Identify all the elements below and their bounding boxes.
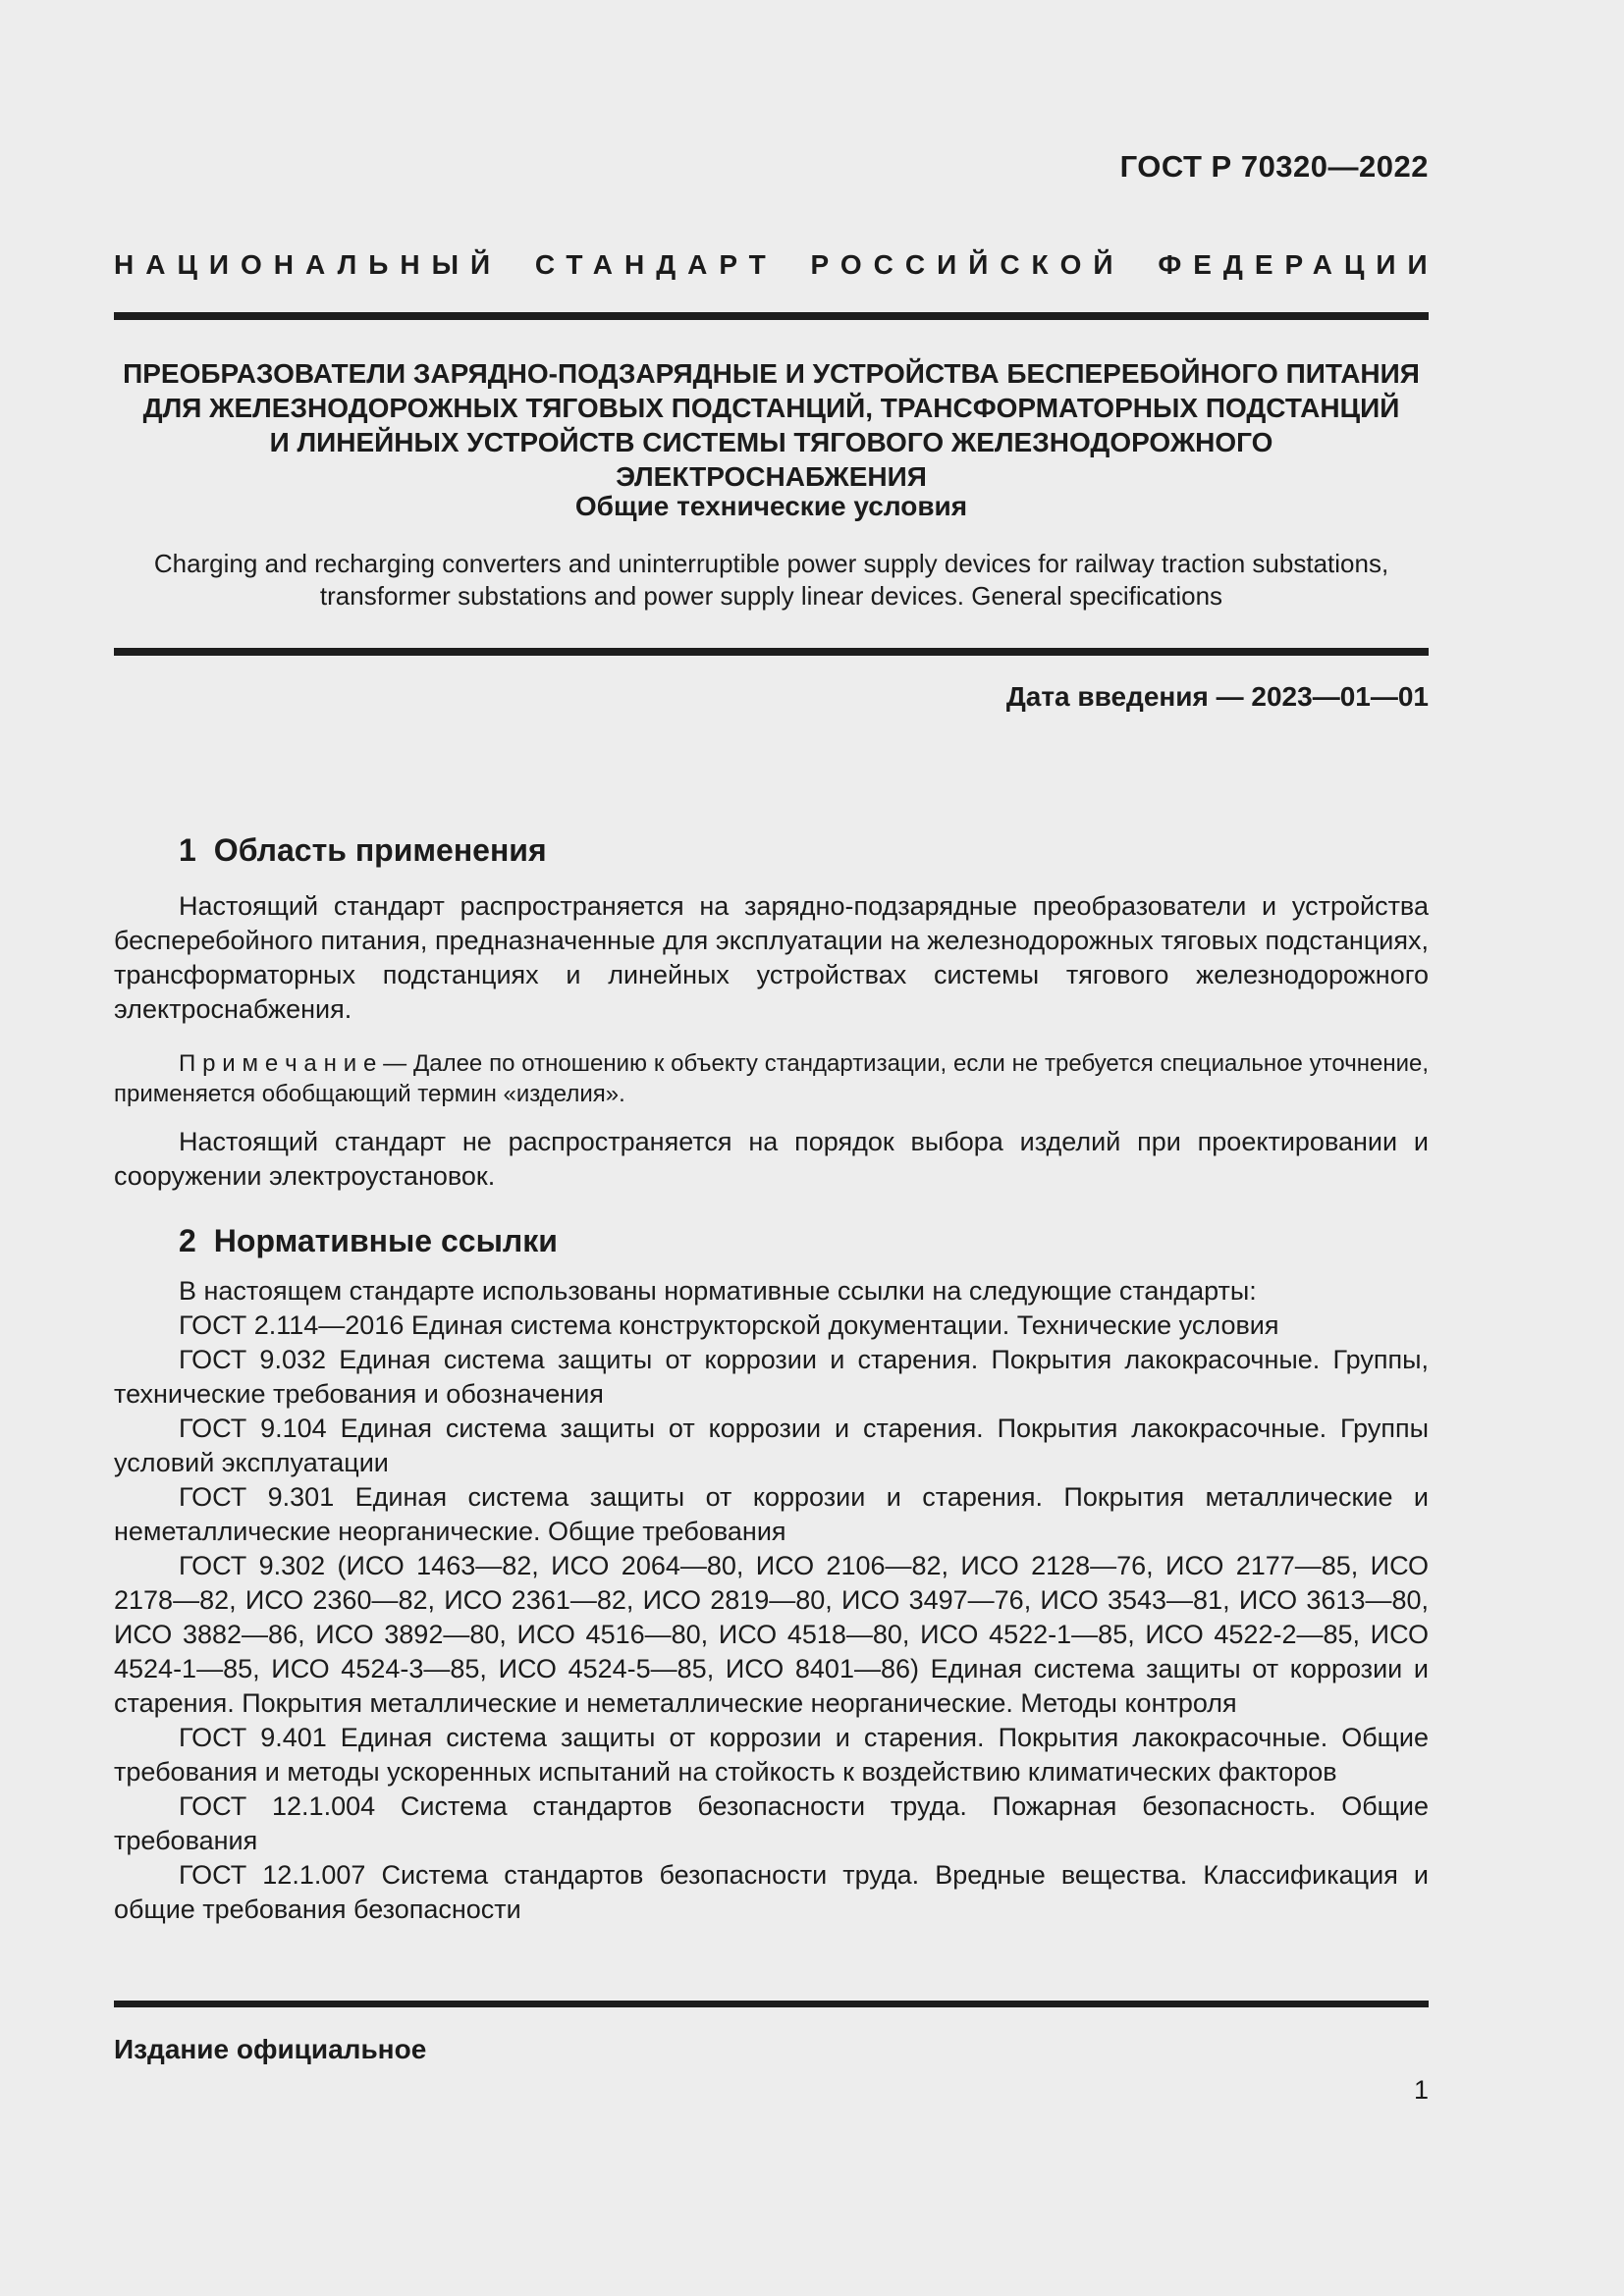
reference-item: ГОСТ 2.114—2016 Единая система конструкторской документации. Технические условия [179,1310,1279,1340]
section-2-heading [114,1223,1493,1259]
section-1-title: Область применения [213,832,547,868]
section-2-body [114,1274,1429,1927]
document-title-english [114,548,1429,613]
references-intro: В настоящем стандарте использованы нормативные ссылки на следующие стандарты: [179,1276,1257,1306]
federation-header: НАЦИОНАЛЬНЫЙ СТАНДАРТ РОССИЙСКОЙ ФЕДЕРАЦИИ [114,249,1439,280]
document-title [114,356,1429,494]
scope-note: П р и м е ч а н и е — Далее по отношению к объекту стандартизации, если не требуется специальное уточнение, применяется обобщающий термин «изделия». [114,1050,1429,1107]
footer-divider [114,2001,1429,2007]
reference-item: ГОСТ 12.1.007 Система стандартов безопасности труда. Вредные вещества. Классификация и общие требования безопасности [114,1860,1429,1924]
section-1-number: 1 [179,832,196,868]
reference-item: ГОСТ 9.104 Единая система защиты от коррозии и старения. Покрытия лакокрасочные. Группы условий эксплуатации [114,1414,1429,1477]
doc-number: ГОСТ Р 70320—2022 [1119,149,1429,184]
section-2-number: 2 [179,1223,196,1258]
reference-item: ГОСТ 12.1.004 Система стандартов безопасности труда. Пожарная безопасность. Общие требования [114,1791,1429,1855]
document-title-line: ПРЕОБРАЗОВАТЕЛИ ЗАРЯДНО-ПОДЗАРЯДНЫЕ И УСТРОЙСТВА БЕСПЕРЕБОЙНОГО ПИТАНИЯ [123,358,1420,389]
header-divider [114,312,1429,320]
effective-date: Дата введения — 2023—01—01 [1005,681,1429,712]
edition-note: Издание официальное [114,2034,427,2064]
document-title-line: И ЛИНЕЙНЫХ УСТРОЙСТВ СИСТЕМЫ ТЯГОВОГО ЖЕЛЕЗНОДОРОЖНОГО ЭЛЕКТРОСНАБЖЕНИЯ [269,427,1273,492]
reference-item: ГОСТ 9.032 Единая система защиты от коррозии и старения. Покрытия лакокрасочные. Группы, технические требования и обозначения [114,1345,1429,1409]
section-1-body [114,889,1429,1194]
document-subtitle: Общие технические условия [574,491,968,521]
reference-item: ГОСТ 9.301 Единая система защиты от коррозии и старения. Покрытия металлические и неметаллические неорганические. Общие требования [114,1482,1429,1546]
section-1-heading [114,832,1493,869]
document-title-english-text: Charging and recharging converters and uninterruptible power supply devices for railway traction substations, transformer substations and power supply linear devices. General specifications [153,549,1389,611]
scope-paragraph: Настоящий стандарт распространяется на зарядно-подзарядные преобразователи и устройства бесперебойного питания, предназначенные для эксплуатации на железнодорожных тяговых подстанциях, трансформаторных подстанциях и линейных устройствах системы тягового железнодорожного электроснабжения. [114,891,1429,1024]
reference-item: ГОСТ 9.401 Единая система защиты от коррозии и старения. Покрытия лакокрасочные. Общие требования и методы ускоренных испытаний на стойкость к воздействию климатических факторов [114,1723,1429,1787]
title-divider [114,648,1429,656]
scope-paragraph: Настоящий стандарт не распространяется на порядок выбора изделий при проектировании и сооружении электроустановок. [114,1127,1429,1191]
document-title-line: ДЛЯ ЖЕЛЕЗНОДОРОЖНЫХ ТЯГОВЫХ ПОДСТАНЦИЙ, ТРАНСФОРМАТОРНЫХ ПОДСТАНЦИЙ [142,393,1400,423]
reference-item: ГОСТ 9.302 (ИСО 1463—82, ИСО 2064—80, ИСО 2106—82, ИСО 2128—76, ИСО 2177—85, ИСО 2178—82, ИСО 2360—82, ИСО 2361—82, ИСО 2819—80, ИСО 3497—76, ИСО 3543—81, ИСО 3613—80, ИСО 3882—86, ИСО 3892—80, ИСО 4516—80, ИСО 4518—80, ИСО 4522-1—85, ИСО 4522-2—85, ИСО 4524-1—85, ИСО 4524-3—85, ИСО 4524-5—85, ИСО 8401—86) Единая система защиты от коррозии и старения. Покрытия металлические и неметаллические неорганические. Методы контроля [114,1551,1429,1718]
page-number: 1 [1413,2075,1429,2105]
section-2-title: Нормативные ссылки [213,1223,558,1258]
